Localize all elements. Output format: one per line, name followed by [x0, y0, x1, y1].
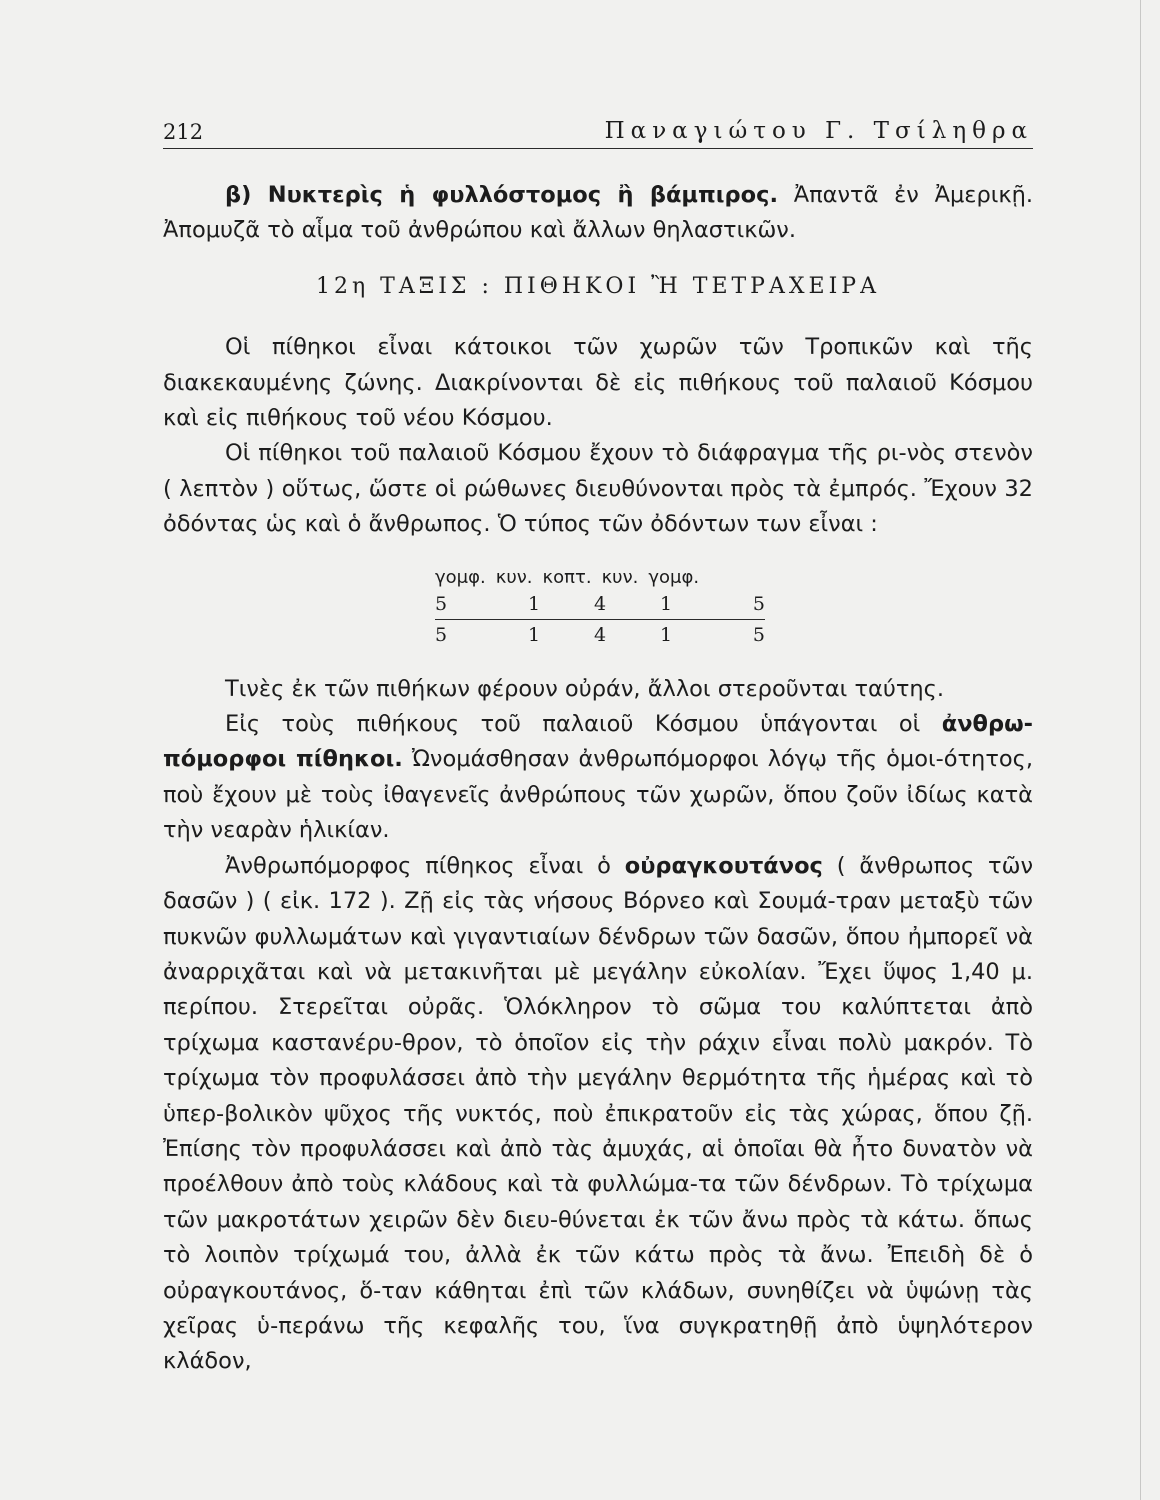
formula-label: κυν. [495, 566, 533, 588]
paragraph-4 [163, 707, 1033, 849]
para-5-before: Ἀνθρωπόμορφος πίθηκος εἶναι ὁ [225, 852, 625, 879]
page-number: 212 [163, 120, 204, 144]
dental-formula-labels [435, 565, 775, 591]
bats-text: Ἀπαντᾶ ἐν Ἀμερικῇ. Ἀπομυζᾶ τὸ αἷμα τοῦ ἀνθρώπου καὶ ἄλλων θηλαστικῶν. [163, 182, 1034, 244]
page-gutter-line [1140, 0, 1141, 1500]
class-heading: 12η ΤΑΞΙΣ : ΠΙΘΗΚΟΙ Ἢ ΤΕΤΡΑΧΕΙΡΑ [316, 273, 880, 299]
dental-formula-lower [435, 620, 765, 648]
dental-formula-upper [435, 591, 765, 620]
formula-value: 4 [593, 623, 607, 646]
formula-label: κυν. [601, 566, 639, 588]
para-4-before: Εἰς τοὺς πιθήκους τοῦ παλαιοῦ Κόσμου ὑπάγονται οἱ [225, 711, 942, 738]
formula-value: 1 [527, 623, 541, 646]
formula-value: 5 [435, 623, 448, 646]
para-5-after: ( ἄνθρωπος τῶν δασῶν ) ( εἰκ. 172 ). Ζῇ εἰς τὰς νήσους Βόρνεο καὶ Σουμά-τραν μεταξὺ τῶν πυκνῶν φυλλωμάτων καὶ γιγαντιαίων δένδρων τῶν δασῶν, ὅπου ἠμπορεῖ νὰ ἀναρριχᾶται καὶ νὰ μετακινῆται μὲ μεγάλην εὐκολίαν. Ἔχει ὕψος 1,40 μ. περίπου. Στερεῖται οὐρᾶς. Ὁλόκληρον τὸ σῶμα του καλύπτεται ἀπὸ τρίχωμα καστανέρυ-θρον, τὸ ὁποῖον εἰς τὴν ράχιν εἶναι πολὺ μακρόν. Τὸ τρίχωμα τὸν προφυλάσσει ἀπὸ τὴν μεγάλην θερμότητα τῆς ἡμέρας καὶ τὸ ὑπερ-βολικὸν ψῦχος τῆς νυκτός, ποὺ ἐπικρατοῦν εἰς τὰς χώρας, ὅπου ζῇ. Ἐπίσης τὸν προφυλάσσει καὶ ἀπὸ τὰς ἀμυχάς, αἱ ὁποῖαι θὰ ἦτο δυνατὸν νὰ προέλθουν ἀπὸ τοὺς κλάδους καὶ τὰ φυλλώμα-τα τῶν δένδρων. Τὸ τρίχωμα τῶν μακροτάτων χειρῶν δὲν διευ-θύνεται ἐκ τῶν ἄνω πρὸς τὰ κάτω. ὅπως τὸ λοιπὸν τρίχωμά του, ἀλλὰ ἐκ τῶν κάτω πρὸς τὰ ἄνω. Ἐπειδὴ δὲ ὁ οὐραγκουτάνος, ὅ-ταν κάθηται ἐπὶ τῶν κλάδων, συνηθίζει νὰ ὑψώνῃ τὰς χεῖρας ὑ-περάνω τῆς κεφαλῆς του, ἵνα συγκρατηθῇ ἀπὸ ὑψηλότερον κλάδον, [163, 852, 1034, 1375]
paragraph-3: Τινὲς ἐκ τῶν πιθήκων φέρουν οὐράν, ἄλλοι στεροῦνται ταύτης. [225, 675, 945, 702]
para-4-after: Ὠνομάσθησαν ἀνθρωπόμορφοι λόγῳ τῆς ὁμοι-ότητος, ποὺ ἔχουν μὲ τοὺς ἰθαγενεῖς ἀνθρώπους τῶν χωρῶν, ὅπου ζοῦν ἰδίως κατὰ τὴν νεαρὰν ἡλικίαν. [163, 746, 1033, 844]
formula-value: 5 [435, 592, 448, 615]
paragraph-5 [163, 849, 1033, 1380]
body-text [163, 178, 1033, 1380]
orangutan-term: οὐραγκουτάνος [624, 852, 823, 879]
paragraph-1: Οἱ πίθηκοι εἶναι κάτοικοι τῶν χωρῶν τῶν Τροπικῶν καὶ τῆς διακεκαυμένης ζώνης. Διακρίνονται δὲ εἰς πιθήκους τοῦ παλαιοῦ Κόσμου καὶ εἰς πιθήκους τοῦ νέου Κόσμου. [163, 334, 1033, 432]
paragraph-bats [163, 178, 1033, 249]
formula-value: 1 [527, 592, 541, 615]
formula-value: 4 [593, 592, 607, 615]
anthropoid-term: ἀνθρω-πόμορφοι πίθηκοι. [163, 711, 1033, 773]
paragraph-2: Οἱ πίθηκοι τοῦ παλαιοῦ Κόσμου ἔχουν τὸ διάφραγμα τῆς ρι-νὸς στενὸν ( λεπτὸν ) οὕτως, ὥστε οἱ ρώθωνες διευθύνονται πρὸς τὰ ἐμπρός. Ἔχουν 32 ὀδόντας ὡς καὶ ὁ ἄνθρωπος. Ὁ τύπος τῶν ὀδόντων των εἶναι : [163, 440, 1033, 538]
bats-term: β) Νυκτερὶς ἡ φυλλόστομος ἢ βάμπιρος. [225, 182, 779, 208]
formula-label: κοπτ. [542, 566, 592, 588]
formula-label: γομφ. [648, 566, 700, 588]
running-head: Παναγιώτου Γ. Τσίληθρα [604, 118, 1033, 144]
page-header [163, 118, 1033, 149]
dental-formula [435, 565, 775, 648]
formula-value: 5 [752, 592, 765, 615]
formula-value: 1 [659, 592, 673, 615]
formula-value: 1 [659, 623, 673, 646]
formula-label: γομφ. [435, 566, 486, 588]
formula-value: 5 [752, 623, 765, 646]
